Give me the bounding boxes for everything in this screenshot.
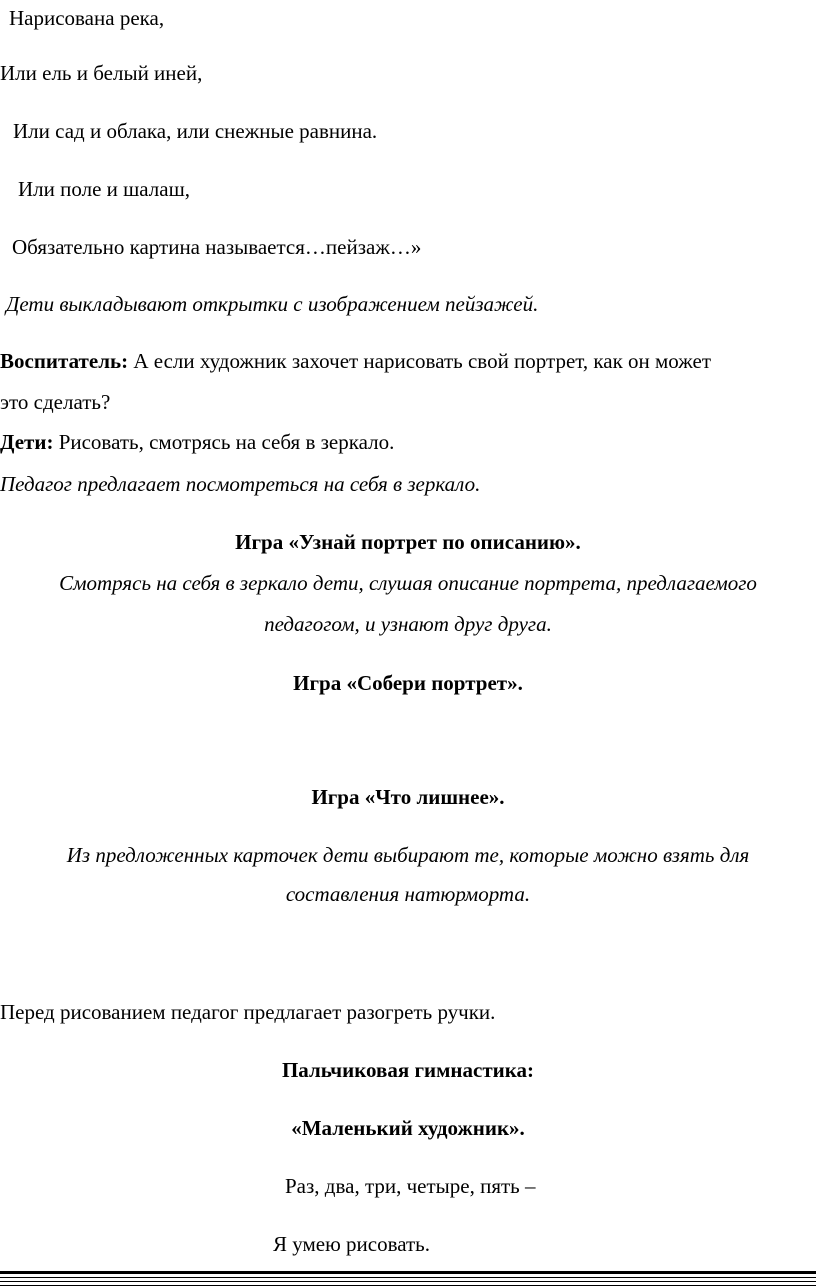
dialogue-teacher [0, 351, 711, 372]
game-1-title: Игра «Узнай портрет по описанию». [235, 530, 581, 554]
teacher-question-continuation: это сделать? [0, 390, 111, 414]
poem-line-2: Или ель и белый иней, [0, 61, 203, 85]
speaker-teacher: Воспитатель: [0, 349, 129, 373]
finger-gym-subtitle: «Маленький художник». [291, 1116, 525, 1140]
game-3-description-line-1: Из предложенных карточек дети выбирают те, которые можно взять для [66, 843, 750, 867]
note-mirror: Педагог предлагает посмотреться на себя в зеркало. [0, 472, 481, 496]
children-answer: Рисовать, смотрясь на себя в зеркало. [53, 430, 395, 454]
dialogue-children [0, 432, 394, 453]
teacher-question: А если художник захочет нарисовать свой портрет, как он может [128, 349, 712, 373]
rhyme-line-1: Раз, два, три, четыре, пять – [285, 1174, 536, 1198]
poem-line-4: Или поле и шалаш, [18, 177, 191, 201]
footer-rule-thin-1 [0, 1277, 816, 1278]
game-1-description-line-2: педагогом, и узнают друг друга. [264, 612, 552, 636]
game-3-title: Игра «Что лишнее». [311, 785, 505, 809]
finger-gym-heading: Пальчиковая гимнастика: [281, 1058, 535, 1082]
game-3-description-line-2: составления натюрморта. [285, 882, 531, 906]
rhyme-line-2: Я умею рисовать. [273, 1232, 431, 1256]
warmup-text: Перед рисованием педагог предлагает разогреть ручки. [0, 1000, 496, 1024]
speaker-children: Дети: [0, 430, 54, 454]
poem-line-5: Обязательно картина называется…пейзаж…» [12, 235, 422, 259]
footer-rule-thin-2 [0, 1281, 816, 1282]
game-2-title: Игра «Собери портрет». [293, 671, 523, 695]
game-1-description-line-1: Смотрясь на себя в зеркало дети, слушая описание портрета, предлагаемого [59, 571, 757, 595]
footer-rule-thin-3 [0, 1285, 816, 1286]
note-postcards: Дети выкладывают открытки с изображением пейзажей. [6, 292, 539, 316]
poem-line-1: Нарисована река, [9, 6, 165, 30]
footer-rule-thick [0, 1271, 816, 1274]
poem-line-3: Или сад и облака, или снежные равнина. [13, 119, 378, 143]
